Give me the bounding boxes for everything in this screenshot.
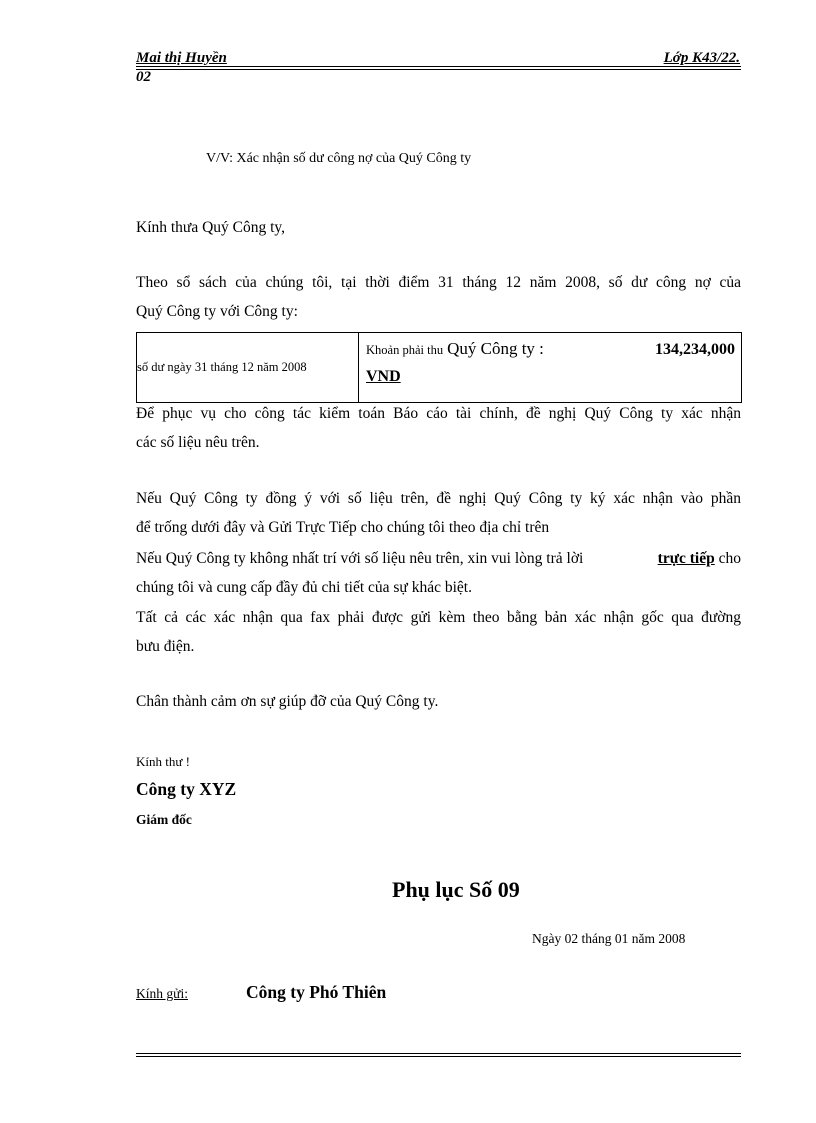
intro-line-2: Quý Công ty với Công ty: [136, 303, 298, 320]
receivable-prefix: Khoản phải thu [366, 343, 444, 357]
balance-currency: VND [366, 368, 401, 385]
fax-line-1: Tất cả các xác nhận qua fax phải được gửi kèm theo bằng bản xác nhận gốc qua đường [136, 609, 741, 626]
salutation: Kính thưa Quý Công ty, [136, 219, 286, 236]
disagree-line-2: chúng tôi và cung cấp đầy đủ chi tiết của sự khác biệt. [136, 579, 472, 596]
to-label: Kính gửi: [136, 986, 188, 1001]
appendix-title: Phụ lục Số 09 [392, 877, 520, 902]
receivable-company: Quý Công ty : [447, 339, 544, 358]
balance-date-cell [137, 333, 359, 403]
disagree-line-1 [136, 544, 741, 573]
balance-date-label: số dư ngày 31 tháng 12 năm 2008 [137, 360, 307, 374]
balance-amount: 134,234,000 [655, 341, 735, 358]
recipient-name: Công ty Phó Thiên [246, 982, 387, 1002]
company-name: Công ty XYZ [136, 779, 237, 799]
fax-line-2: bưu điện. [136, 638, 195, 655]
balance-table [136, 332, 742, 403]
header-rule-bottom [136, 69, 741, 70]
header-author: Mai thị Huyền [136, 50, 227, 66]
direct-reply-emphasis: trực tiếp [657, 550, 715, 567]
appendix-date: Ngày 02 tháng 01 năm 2008 [532, 931, 686, 946]
header-class-continued: 02 [136, 69, 151, 85]
agree-line-1: Nếu Quý Công ty đồng ý với số liệu trên, đề nghị Quý Công ty ký xác nhận vào phần [136, 490, 741, 507]
disagree-text-b: cho [718, 550, 741, 567]
agree-line-2: để trống dưới đây và Gửi Trực Tiếp cho chúng tôi theo địa chỉ trên [136, 519, 550, 536]
thanks-line: Chân thành cảm ơn sự giúp đỡ của Quý Công ty. [136, 693, 439, 710]
signer-title: Giám đốc [136, 812, 192, 827]
closing: Kính thư ! [136, 754, 190, 769]
audit-line-2: các số liệu nêu trên. [136, 434, 260, 451]
footer-rule-bottom [136, 1056, 741, 1057]
audit-line-1: Để phục vụ cho công tác kiểm toán Báo cáo tài chính, đề nghị Quý Công ty xác nhận [136, 405, 741, 422]
subject-line: V/V: Xác nhận số dư công nợ của Quý Công ty [206, 151, 472, 166]
header-class: Lớp K43/22. [663, 50, 740, 66]
footer-rule-top [136, 1053, 741, 1054]
intro-line-1: Theo sổ sách của chúng tôi, tại thời điểm 31 tháng 12 năm 2008, số dư công nợ của [136, 274, 741, 291]
disagree-text-a: Nếu Quý Công ty không nhất trí với số liệu nêu trên, xin vui lòng trả lời [136, 550, 584, 567]
header-rule-top [136, 66, 741, 67]
balance-amount-cell [359, 333, 742, 403]
